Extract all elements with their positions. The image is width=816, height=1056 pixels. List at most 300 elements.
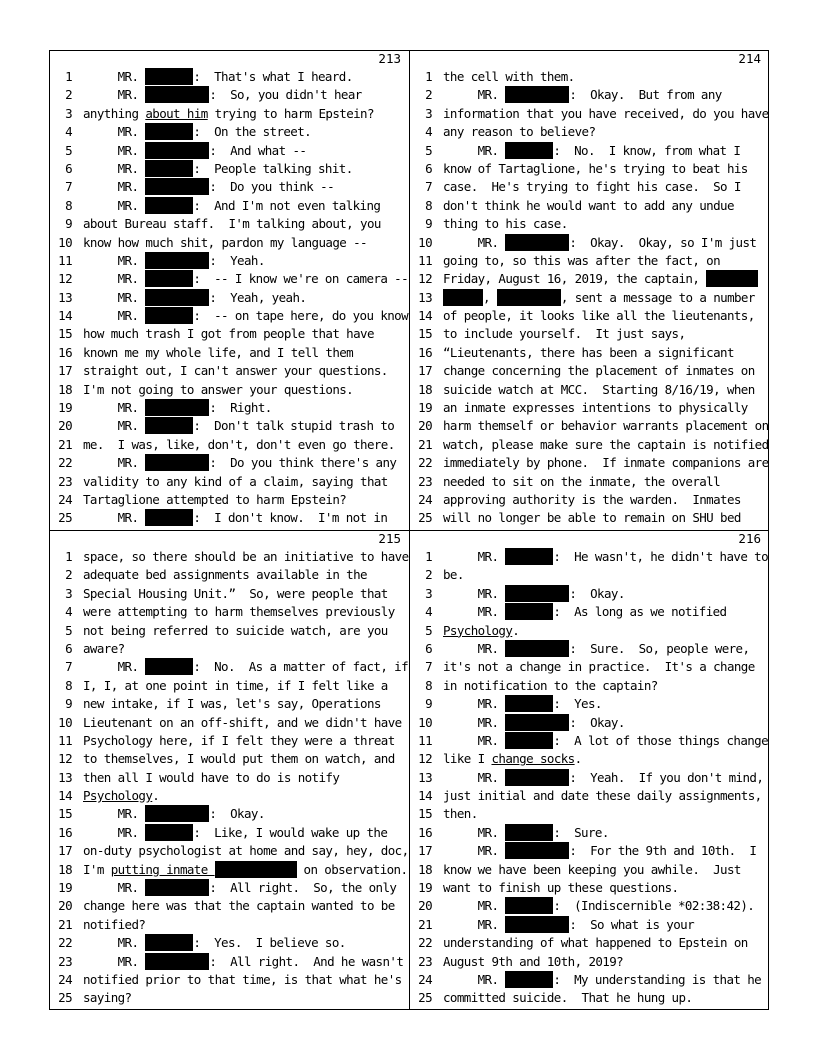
line-number: 8	[425, 677, 432, 693]
line-number: 16	[58, 344, 72, 360]
line-number: 23	[58, 953, 72, 969]
text-segment: : Right.	[209, 400, 272, 416]
line-number: 4	[425, 604, 432, 620]
transcript-line	[410, 916, 769, 934]
transcript-line	[410, 381, 769, 399]
text-segment: MR.	[83, 824, 146, 840]
text-segment: : Yeah.	[209, 252, 265, 268]
transcript-line	[410, 769, 769, 787]
line-text	[443, 842, 756, 860]
line-number: 19	[58, 880, 72, 896]
line-number: 3	[425, 105, 432, 121]
transcript-line	[410, 622, 769, 640]
transcript-line	[410, 509, 769, 527]
text-segment: .	[574, 751, 582, 767]
text-segment: information that you have received, do you have	[443, 105, 769, 121]
transcript-line	[50, 325, 409, 343]
transcript-line	[410, 566, 769, 584]
line-text	[443, 989, 692, 1007]
line-number: 12	[418, 271, 432, 287]
redaction-box	[497, 289, 561, 306]
text-segment: case. He's trying to fight his case. So I	[443, 179, 741, 195]
transcript-line	[50, 454, 409, 472]
transcript-line	[50, 417, 409, 435]
line-text	[443, 178, 741, 196]
text-segment: : So what is your	[569, 916, 695, 932]
line-number: 16	[418, 344, 432, 360]
redaction-box	[505, 585, 569, 602]
text-segment: how much trash I got from people that have	[83, 326, 374, 342]
transcript-sheet	[49, 50, 769, 1010]
text-segment: : A lot of those things change	[553, 732, 769, 748]
line-number: 21	[58, 916, 72, 932]
line-text	[443, 953, 623, 971]
line-text	[83, 677, 388, 695]
line-number: 9	[65, 216, 72, 232]
line-number: 2	[425, 87, 432, 103]
line-text	[443, 215, 568, 233]
text-segment: know of Tartaglione, he's trying to beat his	[443, 160, 748, 176]
transcript-line	[50, 509, 409, 527]
text-segment: then.	[443, 806, 478, 822]
line-number: 9	[65, 696, 72, 712]
transcript-line	[50, 123, 409, 141]
text-segment: : All right. So, the only	[209, 880, 397, 896]
text-segment: to themselves, I would put them on watch, and	[83, 751, 395, 767]
transcript-line	[410, 842, 769, 860]
line-number: 5	[425, 142, 432, 158]
transcript-line	[410, 270, 769, 288]
transcript-line	[410, 417, 769, 435]
transcript-line	[410, 399, 769, 417]
transcript-line	[410, 86, 769, 104]
text-segment: me. I was, like, don't, don't even go there.	[83, 436, 395, 452]
text-segment: MR.	[83, 142, 146, 158]
text-segment: MR.	[443, 585, 506, 601]
text-segment: : (Indiscernible *02:38:42).	[553, 898, 755, 914]
transcript-line	[50, 971, 409, 989]
page-number: 213	[378, 51, 401, 66]
redaction-box	[505, 916, 569, 933]
text-segment: putting inmate	[110, 861, 215, 877]
line-text	[83, 178, 334, 196]
line-text	[83, 603, 395, 621]
text-segment: Psychology	[443, 622, 513, 638]
transcript-line	[50, 677, 409, 695]
redaction-box	[145, 454, 209, 471]
line-text	[443, 234, 756, 252]
line-text	[443, 454, 769, 472]
line-number: 14	[418, 788, 432, 804]
line-text	[83, 197, 380, 215]
line-number: 13	[418, 289, 432, 305]
text-segment: understanding of what happened to Epstein on	[443, 935, 748, 951]
line-number: 22	[58, 455, 72, 471]
line-number: 15	[58, 326, 72, 342]
text-segment: MR.	[83, 806, 146, 822]
line-text	[443, 362, 755, 380]
line-number: 13	[418, 769, 432, 785]
text-segment: any reason to believe?	[443, 124, 596, 140]
line-number: 20	[418, 898, 432, 914]
transcript-line	[410, 473, 769, 491]
line-text	[443, 197, 734, 215]
line-text	[83, 68, 353, 86]
line-number: 2	[65, 87, 72, 103]
text-segment: know how much shit, pardon my language --	[83, 234, 367, 250]
line-text	[83, 732, 395, 750]
line-number: 3	[425, 585, 432, 601]
text-segment: needed to sit on the inmate, the overall	[443, 473, 721, 489]
transcript-line	[410, 640, 769, 658]
line-text	[443, 307, 755, 325]
line-text	[443, 566, 464, 584]
redaction-box	[505, 234, 569, 251]
text-segment: MR.	[83, 400, 146, 416]
line-text	[443, 123, 595, 141]
redaction-box	[505, 86, 569, 103]
text-segment: I'm	[83, 861, 111, 877]
line-number: 10	[58, 234, 72, 250]
redaction-box	[505, 769, 569, 786]
redaction-box	[145, 123, 193, 140]
page-number: 216	[738, 531, 761, 546]
text-segment: : Don't talk stupid trash to	[193, 418, 395, 434]
text-segment: : Sure. So, people were,	[569, 640, 750, 656]
transcript-line	[50, 585, 409, 603]
line-text	[83, 399, 272, 417]
text-segment: MR.	[83, 160, 146, 176]
transcript-line	[50, 270, 409, 288]
line-number: 7	[425, 179, 432, 195]
text-segment: : I don't know. I'm not in	[193, 510, 388, 526]
transcript-line	[50, 805, 409, 823]
line-text	[443, 732, 768, 750]
redaction-box	[145, 160, 193, 177]
text-segment: : Okay. But from any	[569, 87, 722, 103]
line-number: 12	[58, 751, 72, 767]
text-segment: notified prior to that time, is that what he's	[83, 971, 402, 987]
transcript-line	[50, 842, 409, 860]
transcript-line	[410, 105, 769, 123]
text-segment: : As long as we notified	[553, 604, 727, 620]
line-text	[83, 436, 395, 454]
text-segment: Special Housing Unit.” So, were people that	[83, 585, 388, 601]
transcript-line	[50, 824, 409, 842]
line-text	[443, 750, 582, 768]
line-number: 17	[58, 843, 72, 859]
line-text	[83, 989, 131, 1007]
line-text	[83, 842, 409, 860]
line-text	[83, 640, 125, 658]
page-lines	[410, 548, 769, 1008]
text-segment: MR.	[83, 289, 146, 305]
redaction-box	[505, 695, 553, 712]
text-segment: Lieutenant on an off-shift, and we didn't have	[83, 714, 402, 730]
line-number: 25	[418, 510, 432, 526]
transcript-line	[410, 454, 769, 472]
line-text	[83, 215, 381, 233]
transcript-line	[50, 473, 409, 491]
line-text	[443, 252, 720, 270]
text-segment: .	[512, 622, 520, 638]
line-text	[443, 270, 758, 288]
line-number: 19	[58, 400, 72, 416]
transcript-line	[50, 622, 409, 640]
line-number: 18	[418, 381, 432, 397]
line-number: 2	[65, 567, 72, 583]
line-text	[83, 344, 353, 362]
transcript-line	[50, 861, 409, 879]
redaction-box	[215, 861, 297, 878]
text-segment: anything	[83, 105, 146, 121]
line-text	[443, 473, 720, 491]
transcript-line	[50, 989, 409, 1007]
text-segment: MR.	[443, 732, 506, 748]
line-text	[83, 160, 353, 178]
transcript-line	[410, 123, 769, 141]
transcript-line	[50, 399, 409, 417]
text-segment: MR.	[83, 418, 146, 434]
transcript-line	[50, 178, 409, 196]
line-text	[83, 805, 265, 823]
line-number: 3	[65, 105, 72, 121]
transcript-line	[410, 695, 769, 713]
line-text	[83, 971, 402, 989]
text-segment: Psychology here, if I felt they were a threat	[83, 732, 395, 748]
redaction-box	[145, 142, 209, 159]
text-segment: : Like, I would wake up the	[193, 824, 388, 840]
line-text	[443, 325, 685, 343]
text-segment: MR.	[443, 696, 506, 712]
transcript-line	[410, 603, 769, 621]
text-segment: don't think he would want to add any undue	[443, 197, 734, 213]
transcript-line	[50, 105, 409, 123]
line-text	[83, 454, 396, 472]
page-number: 215	[378, 531, 401, 546]
transcript-page	[50, 51, 409, 530]
line-text	[443, 934, 748, 952]
line-number: 15	[418, 326, 432, 342]
text-segment: : Yes. I believe so.	[193, 935, 346, 951]
text-segment: immediately by phone. If inmate companions are	[443, 455, 769, 471]
text-segment: ,	[483, 289, 497, 305]
text-segment: approving authority is the warden. Inmates	[443, 491, 741, 507]
transcript-line	[50, 566, 409, 584]
text-segment: straight out, I can't answer your questions.	[83, 363, 388, 379]
transcript-line	[410, 362, 769, 380]
redaction-box	[145, 879, 209, 896]
text-segment: MR.	[443, 824, 506, 840]
transcript-line	[410, 215, 769, 233]
line-number: 22	[58, 935, 72, 951]
redaction-box	[505, 897, 553, 914]
transcript-line	[50, 142, 409, 160]
line-text	[443, 68, 575, 86]
line-text	[443, 142, 740, 160]
line-number: 23	[418, 953, 432, 969]
line-number: 23	[58, 473, 72, 489]
transcript-line	[50, 436, 409, 454]
line-text	[443, 491, 741, 509]
text-segment: MR.	[83, 271, 146, 287]
line-text	[83, 417, 394, 435]
text-segment: : All right. And he wasn't	[209, 953, 404, 969]
text-segment: MR.	[83, 197, 146, 213]
line-text	[83, 787, 159, 805]
line-number: 1	[65, 549, 72, 564]
line-text	[443, 897, 754, 915]
line-number: 23	[418, 473, 432, 489]
line-text	[443, 787, 762, 805]
text-segment: MR.	[443, 898, 506, 914]
transcript-line	[410, 787, 769, 805]
text-segment: were attempting to harm themselves previously	[83, 604, 395, 620]
transcript-line	[50, 934, 409, 952]
text-segment: thing to his case.	[443, 216, 568, 232]
transcript-line	[50, 548, 409, 566]
line-text	[83, 381, 353, 399]
text-segment: validity to any kind of a claim, saying that	[83, 473, 388, 489]
transcript-line	[50, 732, 409, 750]
transcript-line	[50, 307, 409, 325]
transcript-line	[50, 640, 409, 658]
transcript-line	[50, 695, 409, 713]
line-number: 11	[58, 732, 72, 748]
text-segment: MR.	[83, 659, 146, 675]
line-number: 21	[418, 916, 432, 932]
line-text	[443, 548, 768, 566]
transcript-line	[50, 289, 409, 307]
text-segment: in notification to the captain?	[443, 677, 658, 693]
transcript-line	[410, 289, 769, 307]
line-text	[83, 252, 265, 270]
text-segment: want to finish up these questions.	[443, 880, 679, 896]
text-segment: just initial and date these daily assignments,	[443, 788, 762, 804]
text-segment: : Okay.	[569, 714, 625, 730]
line-number: 14	[58, 788, 72, 804]
transcript-line	[410, 142, 769, 160]
text-segment: committed suicide. That he hung up.	[443, 990, 693, 1006]
line-text	[83, 622, 388, 640]
line-text	[83, 824, 387, 842]
text-segment: I'm not going to answer your questions.	[83, 381, 354, 397]
line-number: 18	[418, 861, 432, 877]
line-number: 25	[418, 990, 432, 1006]
redaction-box	[505, 732, 553, 749]
line-text	[443, 509, 741, 527]
line-text	[83, 362, 388, 380]
transcript-line	[50, 160, 409, 178]
redaction-box	[145, 68, 193, 85]
page-number: 214	[738, 51, 761, 66]
text-segment: MR.	[443, 843, 506, 859]
redaction-box	[145, 289, 209, 306]
text-segment: change concerning the placement of inmates on	[443, 363, 755, 379]
transcript-line	[410, 934, 769, 952]
transcript-line	[410, 491, 769, 509]
text-segment: : -- I know we're on camera --	[193, 271, 409, 287]
line-text	[83, 658, 408, 676]
transcript-line	[410, 234, 769, 252]
line-number: 17	[418, 363, 432, 379]
line-text	[83, 289, 306, 307]
transcript-line	[50, 197, 409, 215]
line-text	[443, 289, 755, 307]
line-text	[83, 307, 408, 325]
line-number: 6	[65, 160, 72, 176]
text-segment: August 9th and 10th, 2019?	[443, 953, 624, 969]
line-number: 11	[418, 732, 432, 748]
text-segment: like I	[443, 751, 492, 767]
text-segment: , sent a message to a number	[560, 289, 755, 305]
text-segment: : No. As a matter of fact, if	[193, 659, 409, 675]
transcript-line	[50, 714, 409, 732]
text-segment: notified?	[83, 916, 146, 932]
line-text	[443, 86, 722, 104]
line-number: 18	[58, 381, 72, 397]
transcript-line	[410, 252, 769, 270]
redaction-box	[145, 509, 193, 526]
transcript-line	[410, 824, 769, 842]
redaction-box	[505, 603, 553, 620]
line-text	[83, 585, 388, 603]
redaction-box	[145, 252, 209, 269]
line-text	[83, 714, 402, 732]
line-number: 24	[58, 491, 72, 507]
line-number: 1	[425, 549, 432, 564]
line-text	[83, 897, 395, 915]
line-text	[83, 750, 395, 768]
line-text	[83, 566, 367, 584]
line-number: 25	[58, 990, 72, 1006]
redaction-box	[145, 805, 209, 822]
line-text	[443, 824, 609, 842]
line-text	[443, 381, 755, 399]
line-text	[83, 879, 396, 897]
text-segment: “Lieutenants, there has been a significant	[443, 344, 734, 360]
text-segment: going to, so this was after the fact, on	[443, 252, 721, 268]
line-text	[83, 934, 346, 952]
transcript-line	[410, 307, 769, 325]
line-text	[443, 769, 763, 787]
line-text	[443, 105, 769, 123]
transcript-line	[410, 971, 769, 989]
transcript-line	[50, 68, 409, 86]
transcript-line	[50, 381, 409, 399]
line-number: 17	[418, 843, 432, 859]
line-number: 4	[425, 124, 432, 140]
text-segment: MR.	[83, 308, 146, 324]
text-segment: adequate bed assignments available in the	[83, 567, 367, 583]
text-segment: : He wasn't, he didn't have to	[553, 549, 769, 564]
line-number: 2	[425, 567, 432, 583]
text-segment: MR.	[83, 179, 146, 195]
text-segment: MR.	[443, 769, 506, 785]
line-text	[83, 491, 346, 509]
text-segment: harm themself or behavior warrants placement on	[443, 418, 769, 434]
line-number: 17	[58, 363, 72, 379]
line-text	[83, 769, 339, 787]
line-number: 14	[58, 308, 72, 324]
line-number: 9	[425, 216, 432, 232]
line-number: 3	[65, 585, 72, 601]
line-number: 13	[58, 289, 72, 305]
text-segment: : Sure.	[553, 824, 609, 840]
transcript-page	[410, 51, 769, 530]
text-segment: be.	[443, 567, 464, 583]
transcript-line	[410, 658, 769, 676]
